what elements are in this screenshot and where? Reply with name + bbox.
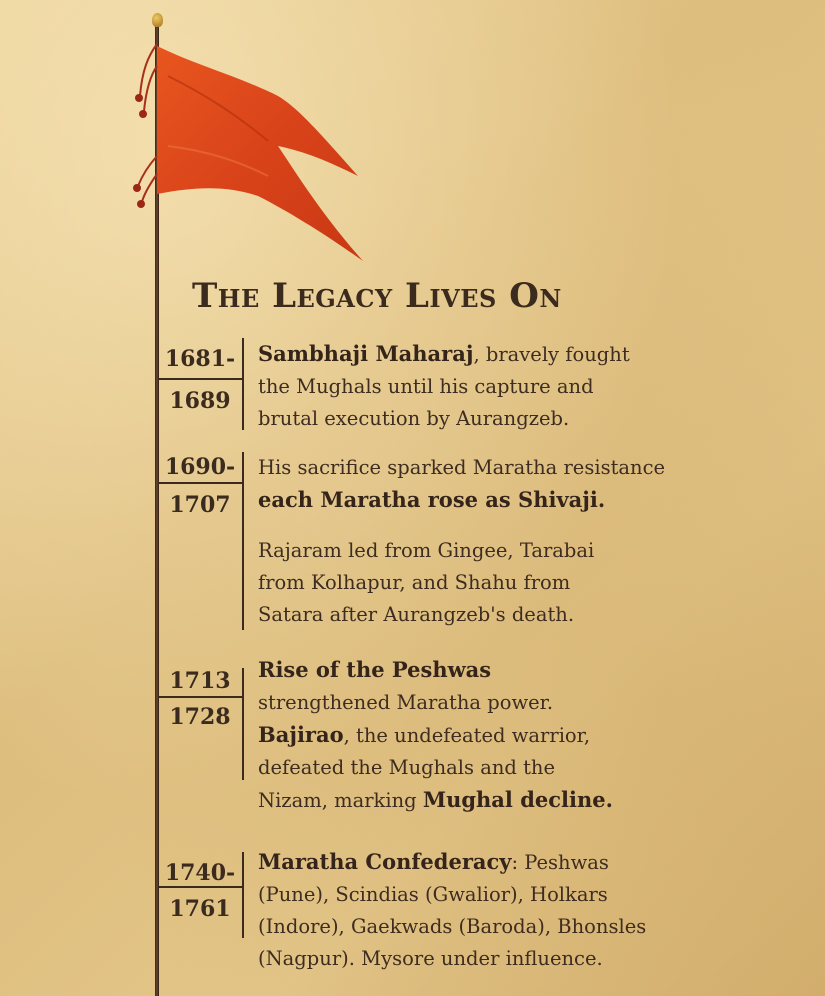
body-text: Nizam, marking — [258, 789, 423, 812]
year-end: 1689 — [169, 388, 231, 414]
entry-description — [258, 846, 698, 975]
description-line — [258, 911, 698, 943]
description-line — [258, 599, 698, 631]
description-line — [258, 846, 698, 879]
description-line — [258, 338, 698, 371]
emphasis-text: Bajirao — [258, 722, 344, 747]
emphasis-text: Rise of the Peshwas — [258, 657, 492, 682]
emphasis-text: Mughal decline. — [422, 787, 613, 812]
description-line — [258, 784, 698, 817]
year-end: 1728 — [169, 704, 231, 730]
description-line — [258, 752, 698, 784]
body-text: : Peshwas — [511, 851, 609, 874]
body-text: (Nagpur). Mysore under influence. — [258, 947, 603, 970]
body-text: Satara after Aurangzeb's death. — [258, 603, 575, 626]
year-end: 1761 — [169, 896, 231, 922]
year-divider — [158, 696, 244, 698]
body-text: His sacrifice sparked Maratha resistance — [258, 456, 666, 479]
body-text: , the undefeated warrior, — [343, 724, 591, 747]
year-divider — [158, 378, 244, 380]
description-line — [258, 371, 698, 403]
entry-description — [258, 338, 698, 435]
description-line — [258, 567, 698, 599]
body-text: defeated the Mughals and the — [258, 756, 556, 779]
year-end: 1707 — [169, 492, 231, 518]
body-text: brutal execution by Aurangzeb. — [258, 407, 570, 430]
timeline-bracket — [242, 668, 244, 780]
description-line — [258, 535, 698, 567]
year-start: 1681- — [164, 346, 236, 372]
year-start: 1713 — [169, 668, 231, 694]
description-line — [258, 403, 698, 435]
timeline-bracket — [242, 452, 244, 630]
page-title: The Legacy Lives On — [192, 276, 562, 316]
emphasis-text: Maratha Confederacy — [258, 849, 512, 874]
description-line — [258, 879, 698, 911]
year-start: 1690- — [164, 454, 236, 480]
pole-finial — [152, 13, 163, 27]
description-line — [258, 687, 698, 719]
body-text: strengthened Maratha power. — [258, 691, 554, 714]
saffron-flag-icon — [128, 36, 368, 268]
body-text: from Kolhapur, and Shahu from — [258, 571, 571, 594]
entry-description — [258, 654, 698, 817]
year-start: 1740- — [164, 860, 236, 886]
year-divider — [158, 482, 244, 484]
description-line — [258, 719, 698, 752]
body-text: (Pune), Scindias (Gwalior), Holkars — [258, 883, 608, 906]
emphasis-text: Sambhaji Maharaj — [258, 341, 474, 366]
body-text: , bravely fought — [473, 343, 630, 366]
body-text: Rajaram led from Gingee, Tarabai — [258, 539, 595, 562]
timeline-bracket — [242, 338, 244, 430]
body-text: the Mughals until his capture and — [258, 375, 594, 398]
description-line — [258, 943, 698, 975]
year-divider — [158, 886, 244, 888]
entry-description — [258, 452, 698, 631]
description-line — [258, 484, 698, 517]
body-text: (Indore), Gaekwads (Baroda), Bhonsles — [258, 915, 647, 938]
timeline-bracket — [242, 852, 244, 938]
description-line — [258, 517, 698, 535]
description-line — [258, 452, 698, 484]
emphasis-text: each Maratha rose as Shivaji. — [258, 487, 606, 512]
description-line — [258, 654, 698, 687]
